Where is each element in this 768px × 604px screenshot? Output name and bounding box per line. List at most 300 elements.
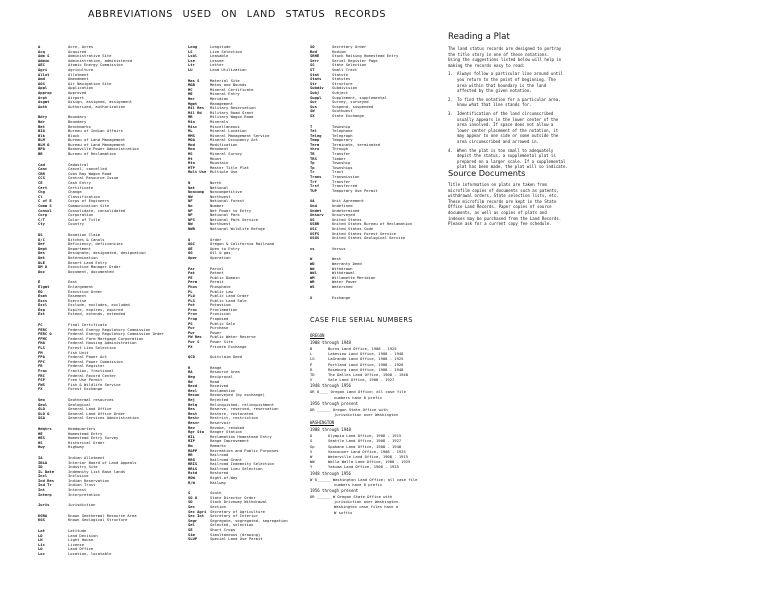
abbreviation: Rej (188, 397, 195, 402)
abbreviation: Sur (310, 100, 317, 105)
abbreviation-meaning: Relinquished, relinquishment (210, 402, 275, 407)
abbreviation: Ind Res (38, 478, 55, 483)
abbreviation-meaning: Patent (210, 271, 224, 276)
reading-a-plat-intro (448, 46, 628, 68)
plat-tip-line: Identification of the land circumscribed (457, 110, 554, 116)
abbreviation: Cty (38, 222, 45, 227)
office-code: W (310, 454, 313, 460)
abbreviation: Pwr S (188, 340, 200, 345)
abbreviation: WD (310, 261, 315, 266)
abbreviation-meaning: Temporary Use Permit (332, 188, 378, 193)
source-doc-line: microfilm copies of documents such as patents, (448, 187, 559, 193)
abbreviation-meaning: Federal Energy Regulatory Commission Order (68, 332, 165, 337)
abbreviation-meaning: Exclude, excludes, excluded (68, 303, 130, 308)
abbreviation: RIL (188, 434, 195, 439)
office-name: Burns Land Office, 1908 - 1925 (328, 346, 397, 351)
abbreviation: Par (188, 266, 195, 271)
abbreviation: Det (38, 255, 45, 260)
abbreviation: USC (310, 226, 317, 231)
abbreviation: MC (188, 87, 193, 92)
abbreviation-meaning: Expire, expires, expired (68, 307, 123, 312)
plat-tip-text (457, 71, 563, 93)
abbreviation: TUP (310, 188, 317, 193)
plat-tip-line: area within that boundary is the land (457, 82, 547, 88)
abbreviation-meaning: Country (68, 222, 85, 227)
abbreviation-meaning: Watershed (332, 284, 353, 289)
reading-a-plat-title: Reading a Plat (448, 32, 510, 42)
office-name: Roseburg Land Office, 1908 - 1948 (328, 366, 404, 372)
abbreviation: M&B (188, 83, 195, 88)
abbreviation: Blk (38, 133, 45, 138)
abbreviation: RRLS (188, 466, 198, 471)
abbreviation: RRG (188, 457, 195, 462)
abbreviation-meaning: Federal Register (68, 364, 105, 369)
abbreviation: WR (310, 280, 315, 285)
plat-tip-line: To find the notation for a particular area, (457, 96, 561, 102)
abbreviation-meaning: Private Exchange (210, 344, 247, 349)
abbreviation: Loc (38, 552, 45, 556)
abbreviation: R (188, 365, 191, 370)
abbreviation-meaning: Unsurveyed (332, 213, 355, 218)
abbreviation: W (310, 257, 313, 262)
abbreviation: Misc (188, 124, 198, 129)
washington-period-3-note: jurisdiction over Washington. (334, 499, 401, 505)
abbreviation-meaning: Survey, surveyed (332, 100, 369, 105)
office-code: Y (310, 464, 313, 470)
abbreviation: Ext (38, 312, 45, 317)
plat-tip-line: Always follow a particular line around until (457, 71, 563, 77)
abbreviation: SD (188, 500, 193, 505)
abbreviation-meaning: General Services Administration (68, 416, 139, 421)
abbreviation: Bdry (38, 115, 48, 120)
oregon-period-1: 1908 through 1948 (310, 340, 351, 345)
abbreviation-meaning: Rodium (332, 49, 346, 54)
plat-tip-line: depict the status, a supplemental plat is (457, 153, 556, 159)
abbreviation: D/C (38, 237, 45, 242)
abbreviation-meaning: Administrative Site (68, 54, 112, 59)
abbreviation-meaning: Multiple Use (210, 170, 238, 175)
abbreviation: Reg (188, 375, 195, 379)
abbreviation-meaning: Coos Bay Wagon Road (68, 171, 112, 176)
abbreviation-meaning: Military Reservation (210, 106, 256, 111)
abbreviation-row (310, 296, 430, 301)
abbreviation-meaning: National Park Service (210, 217, 259, 222)
abbreviation: Pot (188, 303, 195, 308)
abbreviation-meaning: Segregate, segregated, segregation (210, 518, 288, 523)
abbreviation-meaning: Secretary of Interior (210, 514, 259, 519)
abbreviation-meaning: Versus (332, 246, 346, 251)
abbreviation: Phos (188, 284, 198, 289)
abbreviation-meaning: Suspend, suspended (332, 104, 374, 109)
abbreviation-meaning: Headquarters (68, 426, 96, 431)
oregon-period-2-text: OR 0____ Oregon Land Office; all case file (310, 389, 407, 395)
abbreviation-meaning: Transmission (332, 175, 360, 180)
abbreviation-meaning: Terminate, terminated (332, 142, 381, 147)
abbreviation: X (310, 295, 313, 300)
reading-a-plat-section (448, 32, 628, 170)
abbreviation-meaning: Public Law (210, 289, 233, 294)
abbreviation-meaning: Mount (210, 156, 222, 161)
abbreviation-meaning: Mineral Certificate (210, 87, 254, 92)
plat-tip (448, 71, 628, 93)
abbreviation-meaning: Acre, Acres (68, 45, 94, 49)
abbreviation: Geo (38, 397, 45, 402)
office-name: Walla Walla Land Office, 1908 - 1925 (328, 459, 411, 465)
abbreviation-meaning: Public Sale (210, 321, 236, 326)
abbreviation: Excl (38, 303, 48, 308)
abbreviation: Resvr (188, 420, 200, 425)
abbreviation-meaning: Highway (68, 445, 85, 450)
abbreviation: No (188, 204, 193, 208)
abbreviation: Sec Int (188, 514, 205, 519)
abbreviation: Rev (188, 425, 195, 430)
abbreviation-meaning: Federal Record Center (68, 373, 117, 378)
abbreviation-meaning: Classification (68, 194, 101, 199)
abbreviation: Long (188, 45, 198, 49)
abbreviation-meaning: Right-of-Way (210, 476, 238, 481)
abbreviation: MTP (188, 165, 195, 170)
abbreviation: Mult Use (188, 170, 207, 175)
office-name: The Dalles Land Office, 1908 - 1948 (328, 372, 409, 378)
abbreviation: Def (38, 242, 45, 247)
abbreviation-meaning: Public Water Reserve (210, 335, 256, 340)
abbreviation-meaning: State Selection (332, 63, 367, 68)
source-doc-line: indexes may be purchased from the Land Records. (448, 215, 562, 221)
abbreviation-meaning: Minerals (210, 119, 229, 124)
abbreviation-meaning: Land Decision (68, 533, 98, 538)
abbreviation: Min (188, 119, 195, 124)
abbreviation-meaning: Land Utilization (210, 67, 247, 72)
abbreviation: Recl (188, 388, 198, 393)
abbreviation: WS (310, 284, 315, 289)
abbreviation: RA (188, 370, 193, 375)
abbreviation: Mod (188, 142, 195, 147)
abbreviation: Rstd (188, 471, 198, 476)
abbreviation: TR (310, 152, 315, 157)
abbreviation-meaning: Exchange (332, 295, 351, 300)
abbreviation: KGS (38, 518, 45, 523)
abbreviation: Pat (188, 271, 195, 276)
abbreviation: Perm (188, 280, 198, 285)
abbreviation-meaning: Serial Register Page (332, 58, 378, 63)
abbreviation: Mil Res (188, 106, 205, 111)
abbreviation: PX (188, 344, 193, 349)
abbreviation-meaning: Statutes (332, 77, 351, 82)
abbreviation: USFS (310, 231, 320, 236)
abbreviation-meaning: Forest Exchange (68, 387, 103, 392)
abbreviation-meaning: Withdrawal (332, 271, 355, 276)
abbreviation-meaning: Proposed (210, 317, 229, 322)
abbreviation: Serr (310, 58, 320, 63)
abbreviation: AEC (38, 63, 45, 68)
abbreviation-meaning: Corps of Engineers (68, 199, 110, 204)
abbreviation-meaning: Potassium (210, 303, 231, 308)
source-doc-line: Please ask for a current copy fee schedule. (448, 221, 552, 227)
abbreviation: ID (38, 465, 43, 470)
abbreviation: Des (38, 251, 45, 256)
abbreviation-meaning: Interior Board of Land Appeals (68, 460, 137, 465)
abbreviation-meaning: Recreation and Public Purposes (210, 448, 279, 453)
abbreviation-meaning: National Park (210, 213, 240, 218)
office-name: Seattle Land Office, 1908 - 1927 (328, 438, 402, 444)
abbreviation-meaning: Parcel (210, 266, 224, 271)
abbreviation-meaning: Industry Site (68, 465, 98, 470)
abbreviation-meaning: Cancel, cancelled (68, 167, 107, 172)
abbreviation-meaning: Federal Farm Mortgage Corporation (68, 336, 144, 341)
abbreviation: QCD (188, 355, 195, 360)
abbreviation-meaning: Extend, extends, extended (68, 312, 126, 317)
abbreviation-meaning: Restrict, restriction (210, 416, 259, 421)
abbreviation: Corp (38, 213, 48, 218)
abbreviation-meaning: Consolidate, consolidated (68, 208, 126, 213)
abbreviation-meaning: Assign, assigned, assignment (68, 100, 133, 105)
abbreviation-meaning: Telegraph (332, 133, 353, 138)
washington-period-2-text: W 0______ Washington Land Office; all case file (310, 476, 418, 482)
abbreviation-meaning: Reciprocal (210, 375, 233, 379)
abbreviation-meaning: Northwest (210, 222, 231, 227)
abbreviation-meaning: Warranty Deed (332, 261, 362, 266)
abbreviation-meaning: Department (68, 246, 91, 251)
abbreviation-meaning: General Land Office Order (68, 411, 126, 416)
abbreviation-meaning: Light House (68, 538, 94, 543)
washington-period-2-note: numbers have 0 prefix (334, 481, 383, 487)
abbreviation: Term (310, 142, 320, 147)
washington-period-3-text: OR ______ W Oregon State Office with (310, 494, 393, 500)
abbreviation-meaning: Ranger Station (210, 430, 243, 435)
abbreviation: GLO (38, 407, 45, 412)
abbreviation: NW (188, 222, 193, 227)
abbreviation: SO (310, 45, 315, 49)
abbreviation: MMS (188, 133, 195, 138)
abbreviation: Trf (310, 179, 317, 184)
oregon-heading: OREGON (310, 333, 325, 338)
abbreviation: Sim (188, 532, 195, 537)
abbreviation: thru (310, 147, 320, 152)
abbreviation: FLS (38, 346, 45, 351)
abbreviation: Oper (188, 255, 198, 260)
abbreviation: FSP (38, 378, 45, 383)
abbreviation: Lse (188, 58, 195, 63)
office-code: WW (310, 459, 315, 465)
abbreviation: LH (38, 538, 43, 543)
abbreviation-meaning: United States Code (332, 226, 374, 231)
abbreviation-meaning: Management (210, 101, 233, 106)
abbreviation-meaning: Reservoir (210, 420, 231, 425)
case-file-section (310, 333, 460, 515)
abbreviation: PW Res (188, 335, 202, 340)
abbreviation-meaning: Restore, restorated (210, 411, 254, 416)
abbreviation: BLM (38, 138, 45, 143)
abbreviation: Sus (310, 104, 317, 109)
abbreviation-meaning: Road (210, 379, 220, 384)
abbreviation-meaning: Desert Land Entry (68, 260, 107, 265)
abbreviation: BLM O (38, 142, 50, 147)
abbreviation: PLS (188, 298, 195, 303)
plat-tip-text (457, 97, 561, 108)
abbreviation: SX (310, 113, 315, 118)
abbreviation-meaning: Authorized, authorization (68, 104, 126, 109)
abbreviation-meaning: Oregon & California Railroad (210, 242, 275, 247)
abbreviations-column-3 (310, 45, 430, 300)
abbreviation: Subdiv (310, 86, 324, 91)
abbreviation-meaning: Letter (210, 63, 224, 68)
abbreviation-meaning: Public Land Order (210, 294, 249, 299)
abbreviation: FM (38, 350, 43, 355)
office-name: Yakima Land Office, 1908 - 1925 (328, 464, 399, 470)
abbreviation-meaning: Water Power (332, 280, 358, 285)
abbreviation: Incl (38, 474, 48, 479)
abbreviation: Str (310, 81, 317, 86)
abbreviation-meaning: Homestead Entry (68, 431, 103, 436)
plat-tip-text (457, 111, 558, 145)
abbreviation: SLUP (188, 537, 198, 542)
abbreviation-meaning: United States Forest Service (332, 231, 397, 236)
abbreviation-meaning: Modification (210, 142, 238, 147)
abbreviation: Segr (188, 518, 198, 523)
abbreviation-meaning: Stock Driveway Withdrawal (210, 500, 268, 505)
abbreviation: Interp (38, 492, 52, 497)
plat-tip-line: area circumscribed and arrowed in. (457, 138, 539, 144)
abbreviation: NF (188, 199, 193, 204)
abbreviation-meaning: Geological (68, 402, 91, 407)
abbreviation-meaning: Material Site (210, 78, 240, 83)
plat-tip-line: When the plat is too small to adequately (457, 147, 554, 153)
abbreviation: E (38, 280, 41, 285)
abbreviation-meaning: Monument (210, 147, 229, 152)
abbreviation-meaning: Boundary (68, 119, 87, 124)
abbreviation-meaning: Indemnity List Base lands (68, 469, 126, 474)
abbreviation-meaning: Agriculture (68, 67, 94, 72)
abbreviation-meaning: Amendment (68, 77, 89, 82)
abbreviation-row (188, 537, 308, 542)
abbreviation-meaning: Railway (210, 480, 227, 485)
abbreviation: Trans (310, 175, 322, 180)
abbreviation-meaning: Simultaneous (drawing) (210, 532, 261, 537)
abbreviation: Rgr Sta (188, 430, 205, 435)
abbreviation-meaning: Structure (332, 81, 353, 86)
abbreviation: USGS (310, 236, 320, 241)
abbreviation-meaning: Airport (68, 95, 85, 100)
abbreviation-meaning: Change (68, 190, 82, 195)
abbreviation-meaning: Mineral Occupancy Act (210, 138, 259, 143)
abbreviation-meaning: Certificate (68, 185, 94, 190)
abbreviation: O&C (188, 242, 195, 247)
abbreviation: ML (188, 129, 193, 134)
abbreviation: Mas S (188, 78, 200, 83)
abbreviation: CBR (38, 171, 45, 176)
abbreviation: LS (188, 49, 193, 54)
abbreviation-meaning: Known Geothermal Resource Area (68, 513, 137, 518)
abbreviation-meaning: East (68, 280, 78, 285)
abbreviation: Nat (188, 185, 195, 190)
plat-tip (448, 111, 628, 145)
abbreviation-meaning: State Director Order (210, 495, 256, 500)
abbreviation: Cad (38, 162, 45, 167)
abbreviation: SO O (188, 495, 198, 500)
abbreviation-meaning: Noncompetitive (210, 190, 243, 195)
intro-line: the title story in one of these notations. (448, 51, 550, 57)
abbreviation: Wd (310, 266, 315, 271)
office-code: L (310, 351, 313, 357)
abbreviation: Amd (38, 77, 45, 82)
office-code: B (310, 346, 313, 351)
abbreviation: FPC (38, 359, 45, 364)
abbreviation-meaning: Southwest (332, 109, 353, 114)
abbreviation: Hdqtrs (38, 426, 52, 431)
intro-line: Using the suggestions listed below will help in (448, 57, 562, 63)
source-doc-line: Title information on plats are taken from (448, 182, 547, 187)
abbreviation-meaning: Secretary of Agriculture (210, 509, 265, 514)
abbreviation: Stats (310, 77, 322, 82)
abbreviation-meaning: Transfer (332, 152, 351, 157)
abbreviation-meaning: Railroad Lieu Selection (210, 466, 263, 471)
abbreviation: Rest (188, 411, 198, 416)
source-documents-text (448, 182, 628, 227)
oregon-period-3-text: OR ______ Oregon State Office with (310, 406, 388, 412)
abbreviation: Temp (310, 138, 320, 143)
abbreviation-meaning: Indian Reservation (68, 478, 110, 483)
abbreviation-row (38, 552, 188, 557)
washington-period-3-note-3: W suffix (334, 509, 353, 515)
abbreviation-meaning: Power Site (210, 340, 233, 345)
abbreviation-meaning: Reclamation (210, 388, 236, 393)
abbreviation: Suppl (310, 95, 322, 100)
abbreviation-meaning: Geothermal resources (68, 397, 114, 402)
abbreviation: MS (188, 152, 193, 157)
abbreviation: CCS (38, 176, 45, 181)
office-name: Lakeview Land Office, 1908 - 1948 (328, 351, 404, 357)
abbreviation-meaning: Land Office (68, 547, 94, 552)
abbreviation: Mer (188, 96, 195, 101)
abbreviation-meaning: Lessee (210, 58, 224, 63)
abbreviation: PL (188, 289, 193, 294)
abbreviation: Sec Agri (188, 509, 207, 514)
abbreviation-meaning: Atomic Energy Commission (68, 63, 123, 68)
abbreviation-meaning: Mineral Entry (210, 92, 240, 97)
abbreviation-meaning: National Forest (210, 199, 245, 204)
abbreviation-meaning: Timber (332, 156, 346, 161)
abbreviation-meaning: Operation (210, 255, 231, 260)
abbreviation-meaning: Approved (68, 90, 87, 95)
abbreviation-meaning: Indian Allotment (68, 455, 105, 460)
abbreviation: Mt (188, 156, 193, 161)
oregon-period-3: 1956 through present (310, 400, 359, 406)
abbreviation-meaning: Benchmarks (68, 124, 91, 129)
abbreviation: LU (188, 67, 193, 72)
abbreviation: Chg (38, 190, 45, 195)
abbreviation: Int (38, 488, 45, 493)
abbreviation-meaning: Mountain (210, 161, 229, 166)
abbreviation-meaning: Designate, designated, designation (68, 251, 146, 256)
abbreviation-meaning: Order (210, 237, 222, 242)
abbreviation-meaning: Section (210, 505, 227, 510)
abbreviation-meaning: United States Geological Service (332, 236, 406, 241)
abbreviation: LO (38, 547, 43, 552)
abbreviation: HS (38, 440, 43, 445)
abbreviation: Arpt (38, 95, 48, 100)
abbreviation-meaning: Longitude (210, 45, 231, 49)
abbreviation: Lic (38, 542, 45, 547)
page-title: ABBREVIATIONS USED ON LAND STATUS RECORDS (88, 9, 387, 20)
abbreviation-meaning: Reconveyed (by exchange) (210, 393, 265, 398)
abbreviation: Esmt (38, 294, 48, 299)
abbreviation: Prov (188, 312, 198, 317)
abbreviation-meaning: Public Land Sale (210, 298, 247, 303)
abbreviation: C/T (38, 217, 45, 222)
abbreviation-meaning: Open to Entry (210, 246, 240, 251)
abbreviation: Pwr (188, 330, 195, 335)
abbreviation: PE (188, 275, 193, 280)
